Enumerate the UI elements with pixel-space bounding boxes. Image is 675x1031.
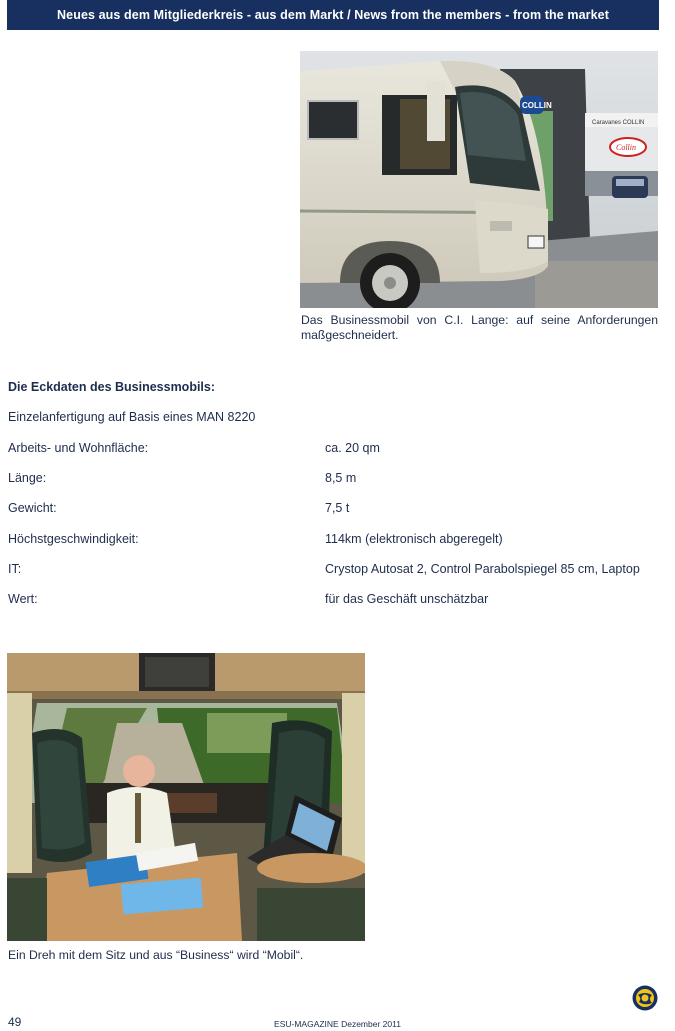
page-number: 49 [8, 1015, 22, 1029]
sign-left-text: COLLIN [522, 101, 552, 110]
spec-row-it [8, 562, 658, 578]
spec-value: für das Geschäft unschätzbar [325, 592, 489, 606]
spec-value: 114km (elektronisch abgeregelt) [325, 532, 503, 546]
spec-label: Höchstgeschwindigkeit: [8, 532, 139, 546]
interior-illustration [7, 653, 365, 941]
magazine-footer: ESU-MAGAZINE Dezember 2011 [274, 1019, 401, 1029]
specs-intro: Einzelanfertigung auf Basis eines MAN 8220 [8, 410, 256, 424]
spec-row-weight [8, 501, 658, 517]
spec-row-value [8, 592, 658, 608]
spec-value: 7,5 t [325, 501, 350, 515]
spec-row-speed [8, 532, 658, 548]
spec-label: IT: [8, 562, 22, 576]
motorhome-photo [300, 51, 658, 308]
spec-label: Arbeits- und Wohnfläche: [8, 441, 149, 455]
header-title: Neues aus dem Mitgliederkreis - aus dem Markt / News from the members - from the market [57, 8, 609, 22]
spec-value: ca. 20 qm [325, 441, 380, 455]
page-header [7, 0, 659, 30]
spec-label: Gewicht: [8, 501, 57, 515]
spec-value: 8,5 m [325, 471, 357, 485]
interior-caption: Ein Dreh mit dem Sitz und aus “Business“ wird “Mobil“. [8, 948, 304, 962]
spec-label: Wert: [8, 592, 38, 606]
esu-globe-logo-icon [632, 985, 658, 1011]
specs-title: Die Eckdaten des Businessmobils: [8, 380, 216, 394]
spec-row-length [8, 471, 658, 487]
collin-logo-text: Collin [616, 143, 637, 152]
spec-label: Länge: [8, 471, 47, 485]
sign-right-text: Caravanes COLLIN [592, 120, 645, 126]
spec-row-area [8, 441, 658, 457]
motorhome-caption: Das Businessmobil von C.I. Lange: auf seine Anforderungen maßgeschneidert. [301, 313, 658, 342]
spec-value: Crystop Autosat 2, Control Parabolspiegel 85 cm, Laptop [325, 562, 640, 576]
interior-photo [7, 653, 365, 941]
motorhome-illustration [300, 51, 658, 308]
